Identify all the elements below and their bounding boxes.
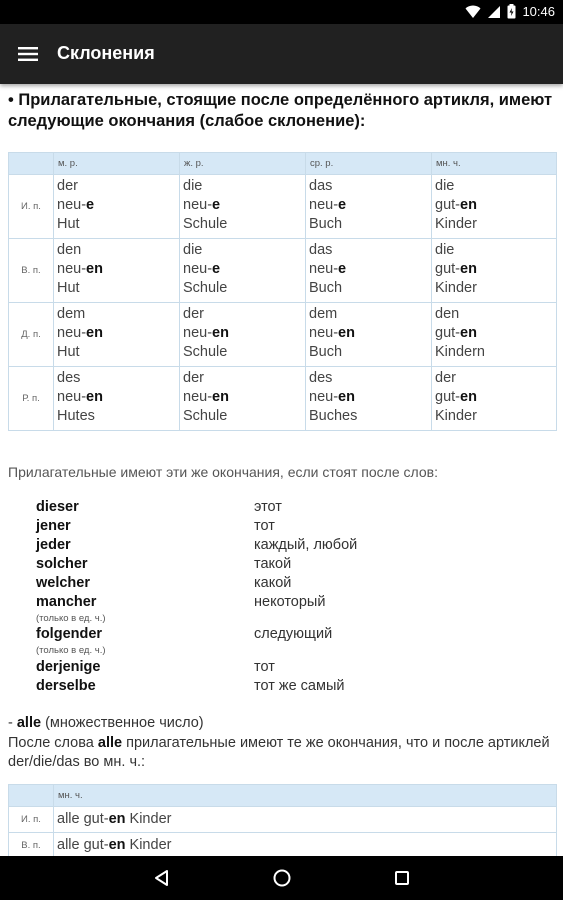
adjective-stem: gut-: [435, 197, 460, 213]
header-plural: мн. ч.: [432, 153, 557, 175]
content-area[interactable]: [0, 84, 563, 856]
declension-cell: [180, 303, 306, 367]
adjective-ending: en: [212, 389, 229, 405]
case-label: Р. п.: [9, 367, 54, 431]
article: des: [57, 370, 81, 386]
adjective-ending: en: [338, 389, 355, 405]
header-masculine: м. р.: [54, 153, 180, 175]
home-icon: [272, 868, 292, 888]
noun: Schule: [183, 344, 228, 360]
adjective-ending: en: [86, 261, 103, 277]
home-button[interactable]: [268, 864, 296, 892]
alle-prefix: -: [8, 715, 17, 731]
adjective-stem: neu-: [309, 197, 339, 213]
word-row: [36, 659, 536, 678]
table-row: [9, 367, 557, 431]
declension-cell: [54, 303, 180, 367]
german-word: solcher: [36, 556, 88, 572]
noun: Hut: [57, 280, 80, 296]
adjective-stem: neu-: [183, 325, 213, 341]
declension-cell: [306, 367, 432, 431]
app-title: Склонения: [57, 43, 155, 63]
back-icon: [153, 869, 171, 887]
adjective-form: [309, 388, 428, 407]
alle-description: [8, 734, 556, 772]
article: dem: [309, 306, 338, 322]
phrase-end: Kinder: [125, 837, 172, 853]
german-word: jener: [36, 518, 71, 534]
article: das: [309, 178, 333, 194]
table-row: [9, 175, 557, 239]
article: die: [435, 178, 455, 194]
adjective-ending: en: [212, 325, 229, 341]
phrase-start: alle gut-: [57, 811, 109, 827]
russian-translation: каждый, любой: [254, 537, 358, 553]
article: der: [57, 178, 78, 194]
header-neuter: ср. р.: [306, 153, 432, 175]
declension-cell: [54, 175, 180, 239]
table-row: [9, 833, 557, 857]
table-row: [9, 807, 557, 833]
declension-cell: [54, 833, 557, 857]
declension-cell: [54, 239, 180, 303]
adjective-ending: en: [108, 811, 126, 827]
adjective-stem: neu-: [309, 389, 339, 405]
noun: Hut: [57, 216, 80, 232]
menu-icon: [18, 46, 38, 62]
phrase-start: alle gut-: [57, 837, 109, 853]
noun: Buch: [309, 216, 343, 232]
adjective-ending: en: [460, 197, 477, 213]
russian-translation: тот: [254, 518, 275, 534]
word-row: [36, 537, 536, 556]
article: der: [183, 306, 204, 322]
russian-translation: тот же самый: [254, 678, 345, 694]
word-row: [36, 518, 536, 537]
noun: Hut: [57, 344, 80, 360]
article: der: [183, 370, 204, 386]
adjective-ending: e: [338, 197, 347, 213]
adjective-ending: e: [86, 197, 95, 213]
adjective-form: [183, 260, 302, 279]
adjective-form: [435, 260, 553, 279]
noun: Hutes: [57, 408, 95, 424]
header-corner: [9, 785, 54, 807]
table-row: [9, 239, 557, 303]
noun: Kinder: [435, 280, 477, 296]
adjective-ending: en: [460, 261, 477, 277]
declension-cell: [306, 175, 432, 239]
adjective-ending: en: [108, 837, 126, 853]
battery-icon: [507, 4, 516, 19]
adjective-form: [57, 196, 176, 215]
noun: Kinder: [435, 408, 477, 424]
russian-translation: такой: [254, 556, 292, 572]
noun: Buch: [309, 344, 343, 360]
word-row: [36, 594, 536, 613]
alle-desc-word: alle: [97, 735, 123, 751]
wifi-icon: [465, 5, 481, 19]
declension-cell: [180, 175, 306, 239]
adjective-form: [57, 324, 176, 343]
declension-cell: [432, 367, 557, 431]
word-row: [36, 499, 536, 518]
declension-cell: [306, 303, 432, 367]
russian-translation: какой: [254, 575, 292, 591]
adjective-ending: en: [86, 389, 103, 405]
word-row: [36, 556, 536, 575]
table-header-row: [9, 785, 557, 807]
adjective-ending: en: [460, 389, 477, 405]
adjective-stem: neu-: [57, 325, 87, 341]
header-corner: [9, 153, 54, 175]
article: den: [57, 242, 82, 258]
adjective-form: [57, 388, 176, 407]
declension-cell: [432, 239, 557, 303]
section-heading: • Прилагательные, стоящие после определённого артикля, имеют следующие окончания (слабое склонение):: [8, 91, 553, 130]
adjective-stem: neu-: [183, 197, 213, 213]
adjective-form: [309, 260, 428, 279]
german-word: mancher: [36, 594, 97, 610]
adjective-stem: gut-: [435, 389, 460, 405]
article: die: [435, 242, 455, 258]
adjective-stem: neu-: [57, 261, 87, 277]
russian-translation: некоторый: [254, 594, 326, 610]
alle-title: [8, 715, 204, 731]
status-icons: [465, 4, 555, 19]
adjective-stem: neu-: [183, 389, 213, 405]
adjective-stem: gut-: [435, 261, 460, 277]
adjective-stem: neu-: [57, 197, 87, 213]
german-word: folgender: [36, 626, 103, 642]
alle-desc-end: прилагательные имеют те же окончания, что и после артиклей der/die/das во мн. ч.:: [8, 735, 550, 770]
alle-word: alle: [16, 715, 42, 731]
case-label: В. п.: [9, 239, 54, 303]
header-plural: мн. ч.: [54, 785, 557, 807]
adjective-form: [183, 324, 302, 343]
case-label: И. п.: [9, 807, 54, 833]
adjective-ending: en: [338, 325, 355, 341]
adjective-form: [435, 324, 553, 343]
declension-cell: [54, 807, 557, 833]
russian-translation: этот: [254, 499, 282, 515]
russian-translation: следующий: [254, 626, 333, 642]
german-word: derjenige: [36, 659, 101, 675]
word-note: (только в ед. ч.): [36, 613, 106, 624]
adjective-form: [309, 324, 428, 343]
app-bar: [0, 24, 563, 84]
german-word: jeder: [36, 537, 71, 553]
word-row: [36, 678, 536, 697]
russian-translation: тот: [254, 659, 275, 675]
noun: Buch: [309, 280, 343, 296]
adjective-stem: neu-: [309, 325, 339, 341]
german-word: derselbe: [36, 678, 96, 694]
adjective-form: [183, 196, 302, 215]
table-header-row: [9, 153, 557, 175]
declension-cell: [432, 303, 557, 367]
alle-suffix: (множественное число): [41, 715, 204, 731]
navigation-bar: [0, 856, 563, 900]
adjective-ending: e: [338, 261, 347, 277]
adjective-form: [57, 260, 176, 279]
article: das: [309, 242, 333, 258]
phrase-end: Kinder: [125, 811, 172, 827]
article: der: [435, 370, 456, 386]
german-word: welcher: [36, 575, 90, 591]
adjective-form: [309, 196, 428, 215]
adjective-stem: neu-: [57, 389, 87, 405]
adjective-form: [183, 388, 302, 407]
article: des: [309, 370, 333, 386]
adjective-stem: neu-: [309, 261, 339, 277]
declension-table: [8, 152, 557, 431]
status-bar: [0, 0, 563, 24]
adjective-ending: e: [212, 197, 221, 213]
status-time: 10:46: [522, 4, 555, 19]
case-label: И. п.: [9, 175, 54, 239]
adjective-stem: gut-: [435, 325, 460, 341]
noun: Kindern: [435, 344, 485, 360]
adjective-ending: en: [86, 325, 103, 341]
word-note: (только в ед. ч.): [36, 645, 106, 656]
article: dem: [57, 306, 86, 322]
table-row: [9, 303, 557, 367]
article: die: [183, 242, 203, 258]
recents-icon: [394, 870, 410, 886]
adjective-form: [435, 196, 553, 215]
noun: Kinder: [435, 216, 477, 232]
note-text: Прилагательные имеют эти же окончания, если стоят после слов:: [8, 464, 438, 480]
signal-icon: [487, 5, 501, 19]
alle-table: [8, 784, 557, 856]
header-feminine: ж. р.: [180, 153, 306, 175]
noun: Schule: [183, 280, 228, 296]
case-label: В. п.: [9, 833, 54, 857]
declension-cell: [432, 175, 557, 239]
article: die: [183, 178, 203, 194]
noun: Buches: [309, 408, 358, 424]
case-label: Д. п.: [9, 303, 54, 367]
declension-cell: [306, 239, 432, 303]
back-button[interactable]: [148, 864, 176, 892]
adjective-stem: neu-: [183, 261, 213, 277]
declension-cell: [54, 367, 180, 431]
menu-button[interactable]: [14, 40, 42, 68]
recents-button[interactable]: [388, 864, 416, 892]
article: den: [435, 306, 460, 322]
word-row: [36, 575, 536, 594]
alle-desc-start: После слова: [8, 735, 98, 751]
noun: Schule: [183, 216, 228, 232]
adjective-ending: e: [212, 261, 221, 277]
declension-cell: [180, 367, 306, 431]
adjective-ending: en: [460, 325, 477, 341]
word-row: [36, 626, 536, 645]
declension-cell: [180, 239, 306, 303]
german-word: dieser: [36, 499, 79, 515]
noun: Schule: [183, 408, 228, 424]
adjective-form: [435, 388, 553, 407]
